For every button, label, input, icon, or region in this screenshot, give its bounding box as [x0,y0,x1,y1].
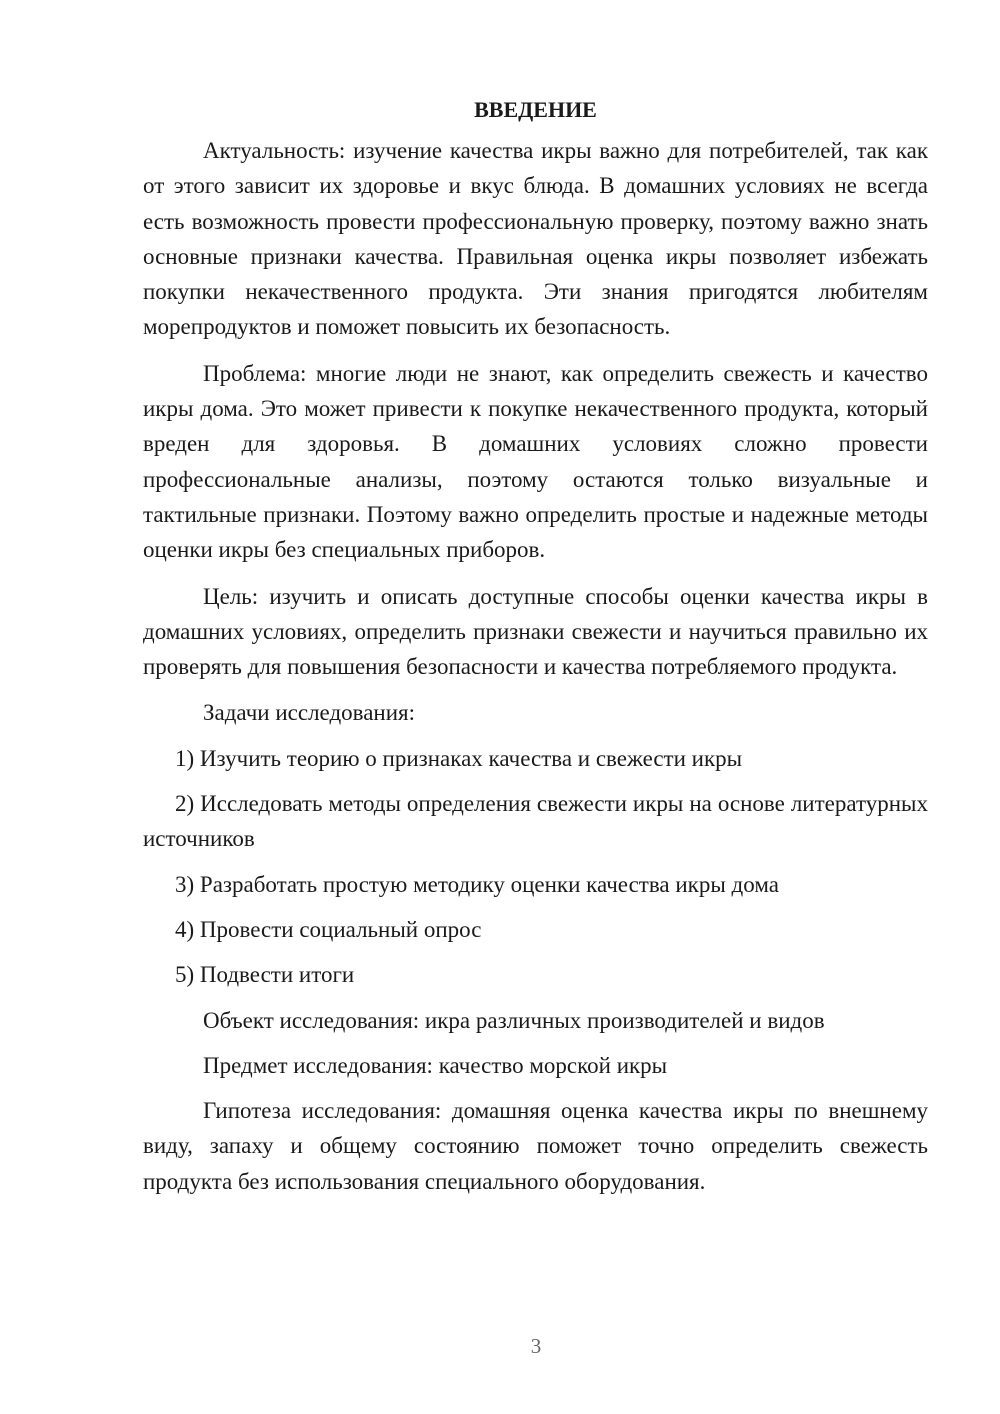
goal-paragraph: Цель: изучить и описать доступные способы оценки качества икры в домашних условиях, определить признаки свежести и научиться правильно их проверять для повышения безопасности и качества потребляемого продукта. [143,583,928,680]
task-item-4: 4) Провести социальный опрос [175,916,482,942]
page-title: ВВЕДЕНИЕ [474,97,597,122]
research-object: Объект исследования: икра различных производителей и видов [203,1007,825,1033]
tasks-heading: Задачи исследования: [203,700,416,726]
problem-paragraph: Проблема: многие люди не знают, как определить свежесть и качество икры дома. Это может привести к покупке некачественного продукта, который вреден для здоровья. В домашних условиях сложно провести профессиональные анализы, поэтому остаются только визуальные и тактильные признаки. Поэтому важно определить простые и надежные методы оценки икры без специальных приборов. [143,360,928,563]
research-hypothesis: Гипотеза исследования: домашняя оценка качества икры по внешнему виду, запаху и общему состоянию поможет точно определить свежесть продукта без использования специального оборудования. [143,1098,928,1194]
task-item-3: 3) Разработать простую методику оценки качества икры дома [175,871,779,897]
page-number: 3 [530,1334,542,1358]
document-body [143,92,928,1210]
relevance-paragraph: Актуальность: изучение качества икры важно для потребителей, так как от этого зависит их здоровье и вкус блюда. В домашних условиях не всегда есть возможность провести профессиональную проверку, поэтому важно знать основные признаки качества. Правильная оценка икры позволяет избежать покупки некачественного продукта. Эти знания пригодятся любителям морепродуктов и поможет повысить их безопасность. [143,138,928,340]
task-item-1: 1) Изучить теорию о признаках качества и свежести икры [175,745,743,771]
research-subject: Предмет исследования: качество морской икры [203,1052,668,1078]
task-item-5: 5) Подвести итоги [175,962,355,988]
task-item-2: 2) Исследовать методы определения свежести икры на основе литературных источников [143,791,928,852]
